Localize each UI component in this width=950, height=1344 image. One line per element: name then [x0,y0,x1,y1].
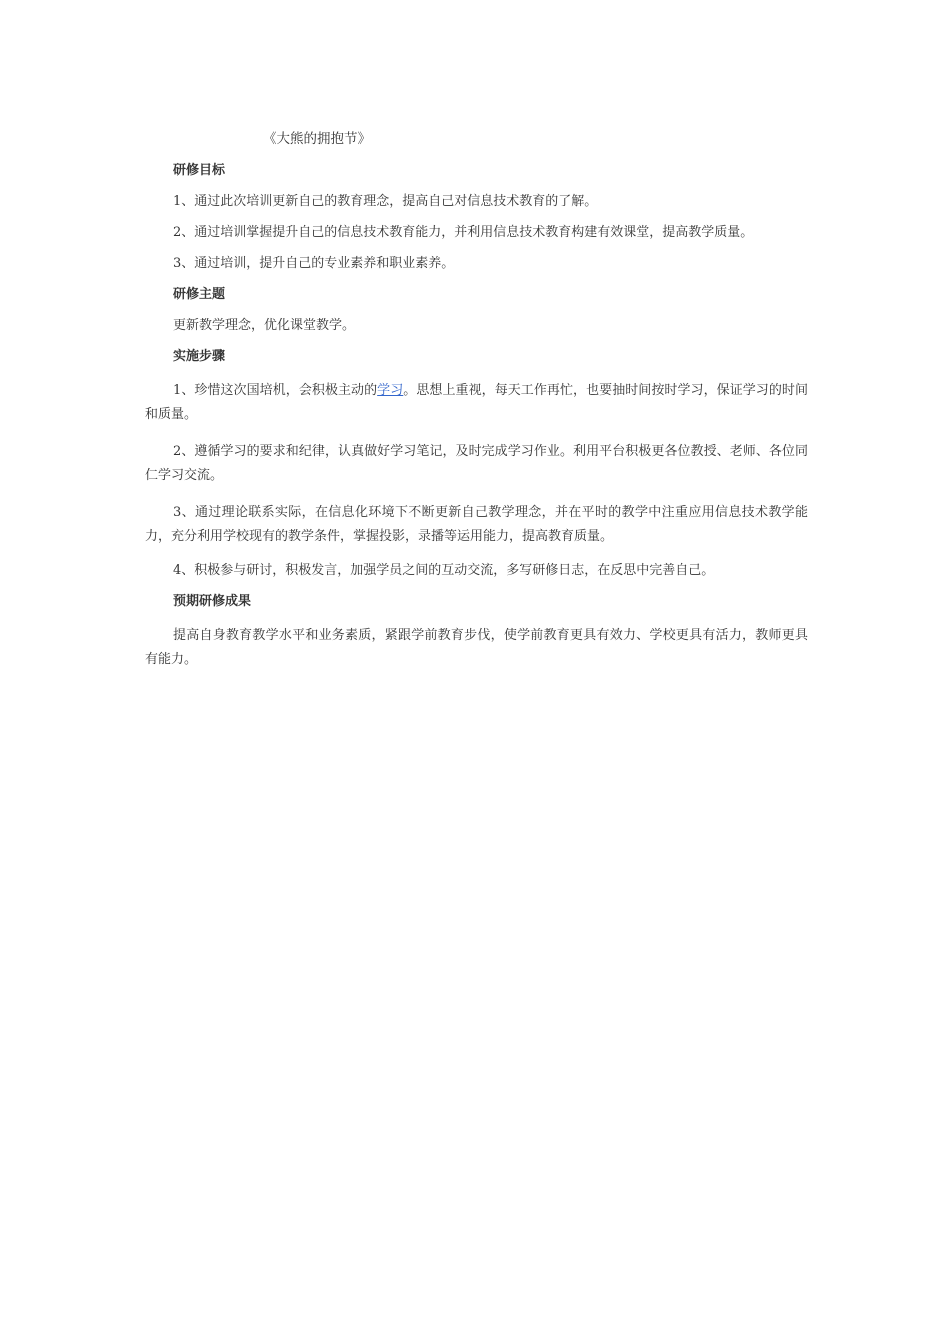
goal-item-2: 2、通过培训掌握提升自己的信息技术教育能力，并利用信息技术教育构建有效课堂，提高教学质量。 [173,225,754,240]
section-heading-steps: 实施步骤 [173,349,226,364]
section-heading-goals: 研修目标 [173,163,226,178]
step-item-4: 4、积极参与研讨，积极发言，加强学员之间的互动交流，多写研修日志，在反思中完善自己。 [173,563,715,578]
document-title: 《大熊的拥抱节》 [263,131,371,147]
section-heading-theme: 研修主题 [173,287,226,302]
goal-item-1: 1、通过此次培训更新自己的教育理念，提高自己对信息技术教育的了解。 [173,194,598,209]
step-item-2: 2、遵循学习的要求和纪律，认真做好学习笔记，及时完成学习作业。利用平台积极更各位教授、老师、各位同仁学习交流。 [145,444,808,483]
document-page [145,130,808,685]
theme-text: 更新教学理念，优化课堂教学。 [173,318,356,333]
study-link[interactable]: 学习 [377,383,404,398]
goal-item-3: 3、通过培训，提升自己的专业素养和职业素养。 [173,256,455,271]
step-1-text-before: 1、珍惜这次国培机，会积极主动的 [173,383,378,398]
step-1-text-after: 。思想上重视，每天工作再忙，也要抽时间按时学习，保证学习的时间和质量。 [145,383,808,422]
outcomes-text: 提高自身教育教学水平和业务素质，紧跟学前教育步伐，使学前教育更具有效力、学校更具有活力，教师更具有能力。 [145,628,808,667]
section-heading-outcomes: 预期研修成果 [173,594,252,609]
step-item-1 [145,379,808,427]
step-item-3: 3、通过理论联系实际，在信息化环境下不断更新自己教学理念，并在平时的教学中注重应用信息技术教学能力，充分利用学校现有的教学条件，掌握投影，录播等运用能力，提高教育质量。 [145,505,808,544]
